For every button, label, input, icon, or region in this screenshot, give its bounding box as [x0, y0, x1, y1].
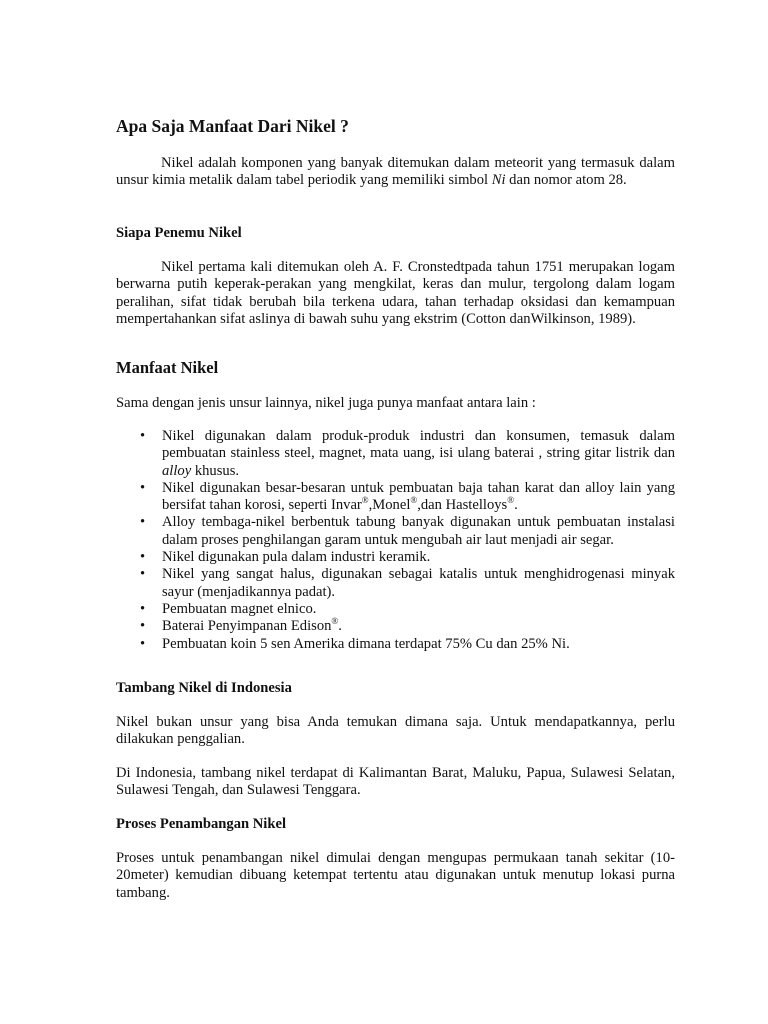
list-item: • Nikel digunakan besar-besaran untuk pembuatan baja tahan karat dan alloy lain yang bersifat tahan korosi, seperti Invar®,Monel®,dan Hastelloys®.	[140, 479, 675, 514]
list-item: • Alloy tembaga-nikel berbentuk tabung banyak digunakan untuk pembuatan instalasi dalam proses penghilangan garam untuk mengubah air laut menjadi air segar.	[140, 514, 675, 548]
paragraph-tambang-1: Nikel bukan unsur yang bisa Anda temukan dimana saja. Untuk mendapatkannya, perlu dilakukan penggalian.	[116, 714, 675, 748]
paragraph-proses: Proses untuk penambangan nikel dimulai dengan mengupas permukaan tanah sekitar (10-20meter) kemudian dibuang ketempat tertentu atau digunakan untuk menutup lokasi purna tambang.	[116, 850, 675, 901]
manfaat-lead: Sama dengan jenis unsur lainnya, nikel juga punya manfaat antara lain :	[116, 395, 536, 411]
intro-paragraph: Nikel adalah komponen yang banyak ditemukan dalam meteorit yang termasuk dalam unsur kimia metalik dalam tabel periodik yang memiliki simbol Ni dan nomor atom 28.	[116, 155, 675, 189]
heading-manfaat-nikel: Manfaat Nikel	[116, 358, 219, 377]
list-item: • Nikel digunakan pula dalam industri keramik.	[140, 549, 431, 566]
heading-proses: Proses Penambangan Nikel	[116, 816, 287, 832]
list-item: • Nikel digunakan dalam produk-produk industri dan konsumen, temasuk dalam pembuatan stainless steel, magnet, mata uang, isi ulang baterai , string gitar listrik dan alloy khusus.	[140, 428, 675, 479]
list-item: • Pembuatan magnet elnico.	[140, 600, 317, 617]
heading-tambang: Tambang Nikel di Indonesia	[116, 680, 292, 696]
heading-siapa-penemu: Siapa Penemu Nikel	[116, 225, 242, 241]
list-item: • Pembuatan koin 5 sen Amerika dimana terdapat 75% Cu dan 25% Ni.	[140, 635, 570, 652]
list-item: • Nikel yang sangat halus, digunakan sebagai katalis untuk menghidrogenasi minyak sayur (menjadikannya padat).	[140, 566, 675, 600]
manfaat-list	[116, 428, 675, 653]
paragraph-tambang-2: Di Indonesia, tambang nikel terdapat di Kalimantan Barat, Maluku, Papua, Sulawesi Selatan, Sulawesi Tengah, dan Sulawesi Tenggara.	[116, 765, 675, 799]
list-item: • Baterai Penyimpanan Edison®.	[140, 616, 342, 635]
paragraph-penemu: Nikel pertama kali ditemukan oleh A. F. Cronstedtpada tahun 1751 merupakan logam berwarna putih keperak-perakan yang mengkilat, keras dan mulur, tergolong dalam logam peralihan, sifat tidak berubah bila terkena udara, tahan terhadap oksidasi dan kemampuan mempertahankan sifat aslinya di bawah suhu yang ekstrim (Cotton danWilkinson, 1989).	[116, 259, 675, 327]
document-title: Apa Saja Manfaat Dari Nikel ?	[116, 116, 349, 136]
